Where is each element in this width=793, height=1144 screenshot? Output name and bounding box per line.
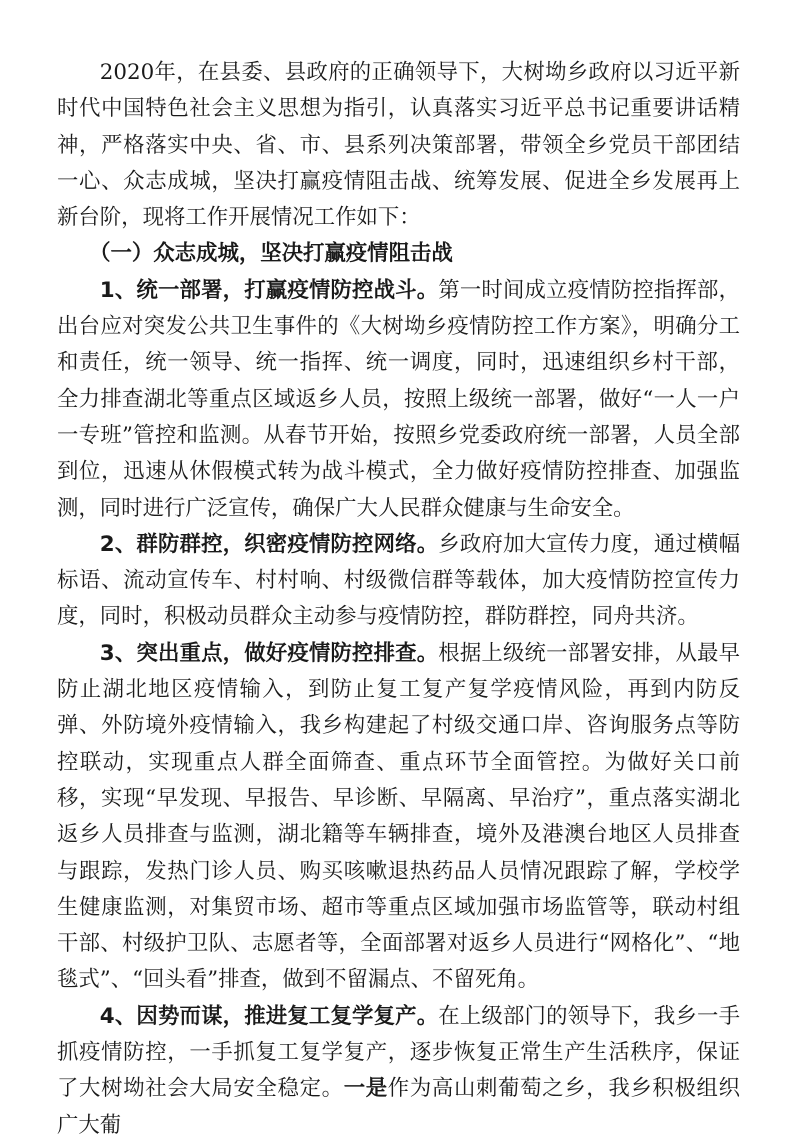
- intro-paragraph: 2020年，在县委、县政府的正确领导下，大树坳乡政府以习近平新时代中国特色社会主义思想为指引，认真落实习近平总书记重要讲话精神，严格落实中央、省、市、县系列决策部署，带领全乡党员干部团结一心、众志成城，坚决打赢疫情阻击战、统筹发展、促进全乡发展再上新台阶，现将工作开展情况工作如下：: [57, 60, 740, 231]
- item-body: 在上级部门的领导下，我乡一手抓疫情防控，一手抓复工复学复产，逐步恢复正常生产生活秩序，保证了大树坳社会大局安全稳定。: [57, 1003, 740, 1102]
- item-paragraph-3: [57, 636, 740, 999]
- item-lead: 2、群防群控，织密疫情防控网络。: [99, 531, 439, 557]
- item-lead: 1、统一部署，打赢疫情防控战斗。: [99, 277, 439, 303]
- item-body: 乡政府加大宣传力度，通过横幅标语、流动宣传车、村村响、村级微信群等载体，加大疫情防控宣传力度，同时，积极动员群众主动参与疫情防控，群防群控，同舟共济。: [57, 531, 740, 630]
- document-page: [57, 55, 740, 1144]
- item-sublead: 一是: [343, 1076, 388, 1102]
- item-paragraph-2: [57, 527, 740, 636]
- item-body-continued: 作为高山刺葡萄之乡，我乡积极组织广大葡: [57, 1076, 740, 1138]
- item-paragraph-1: [57, 273, 740, 527]
- item-body: 第一时间成立疫情防控指挥部，出台应对突发公共卫生事件的《大树坳乡疫情防控工作方案》，明确分工和责任，统一领导、统一指挥、统一调度，同时，迅速组织乡村干部，全力排查湖北等重点区域返乡人员，按照上级统一部署，做好“一人一户一专班”管控和监测。从春节开始，按照乡党委政府统一部署，人员全部到位，迅速从休假模式转为战斗模式，全力做好疫情防控排查、加强监测，同时进行广泛宣传，确保广大人民群众健康与生命安全。: [57, 277, 740, 521]
- section-heading: （一）众志成城，坚决打赢疫情阻击战: [89, 241, 453, 267]
- item-paragraph-4: [57, 999, 740, 1144]
- item-body: 根据上级统一部署安排，从最早防止湖北地区疫情输入，到防止复工复产复学疫情风险，再到内防反弹、外防境外疫情输入，我乡构建起了村级交通口岸、咨询服务点等防控联动，实现重点人群全面筛查、重点环节全面管控。为做好关口前移，实现“早发现、早报告、早诊断、早隔离、早治疗”，重点落实湖北返乡人员排查与监测，湖北籍等车辆排查，境外及港澳台地区人员排查与跟踪，发热门诊人员、购买咳嗽退热药品人员情况跟踪了解，学校学生健康监测，对集贸市场、超市等重点区域加强市场监管等，联动村组干部、村级护卫队、志愿者等，全面部署对返乡人员进行“网格化”、“地毯式”、“回头看”排查，做到不留漏点、不留死角。: [57, 640, 740, 993]
- item-lead: 3、突出重点，做好疫情防控排查。: [99, 640, 439, 666]
- item-lead: 4、因势而谋，推进复工复学复产。: [99, 1003, 439, 1029]
